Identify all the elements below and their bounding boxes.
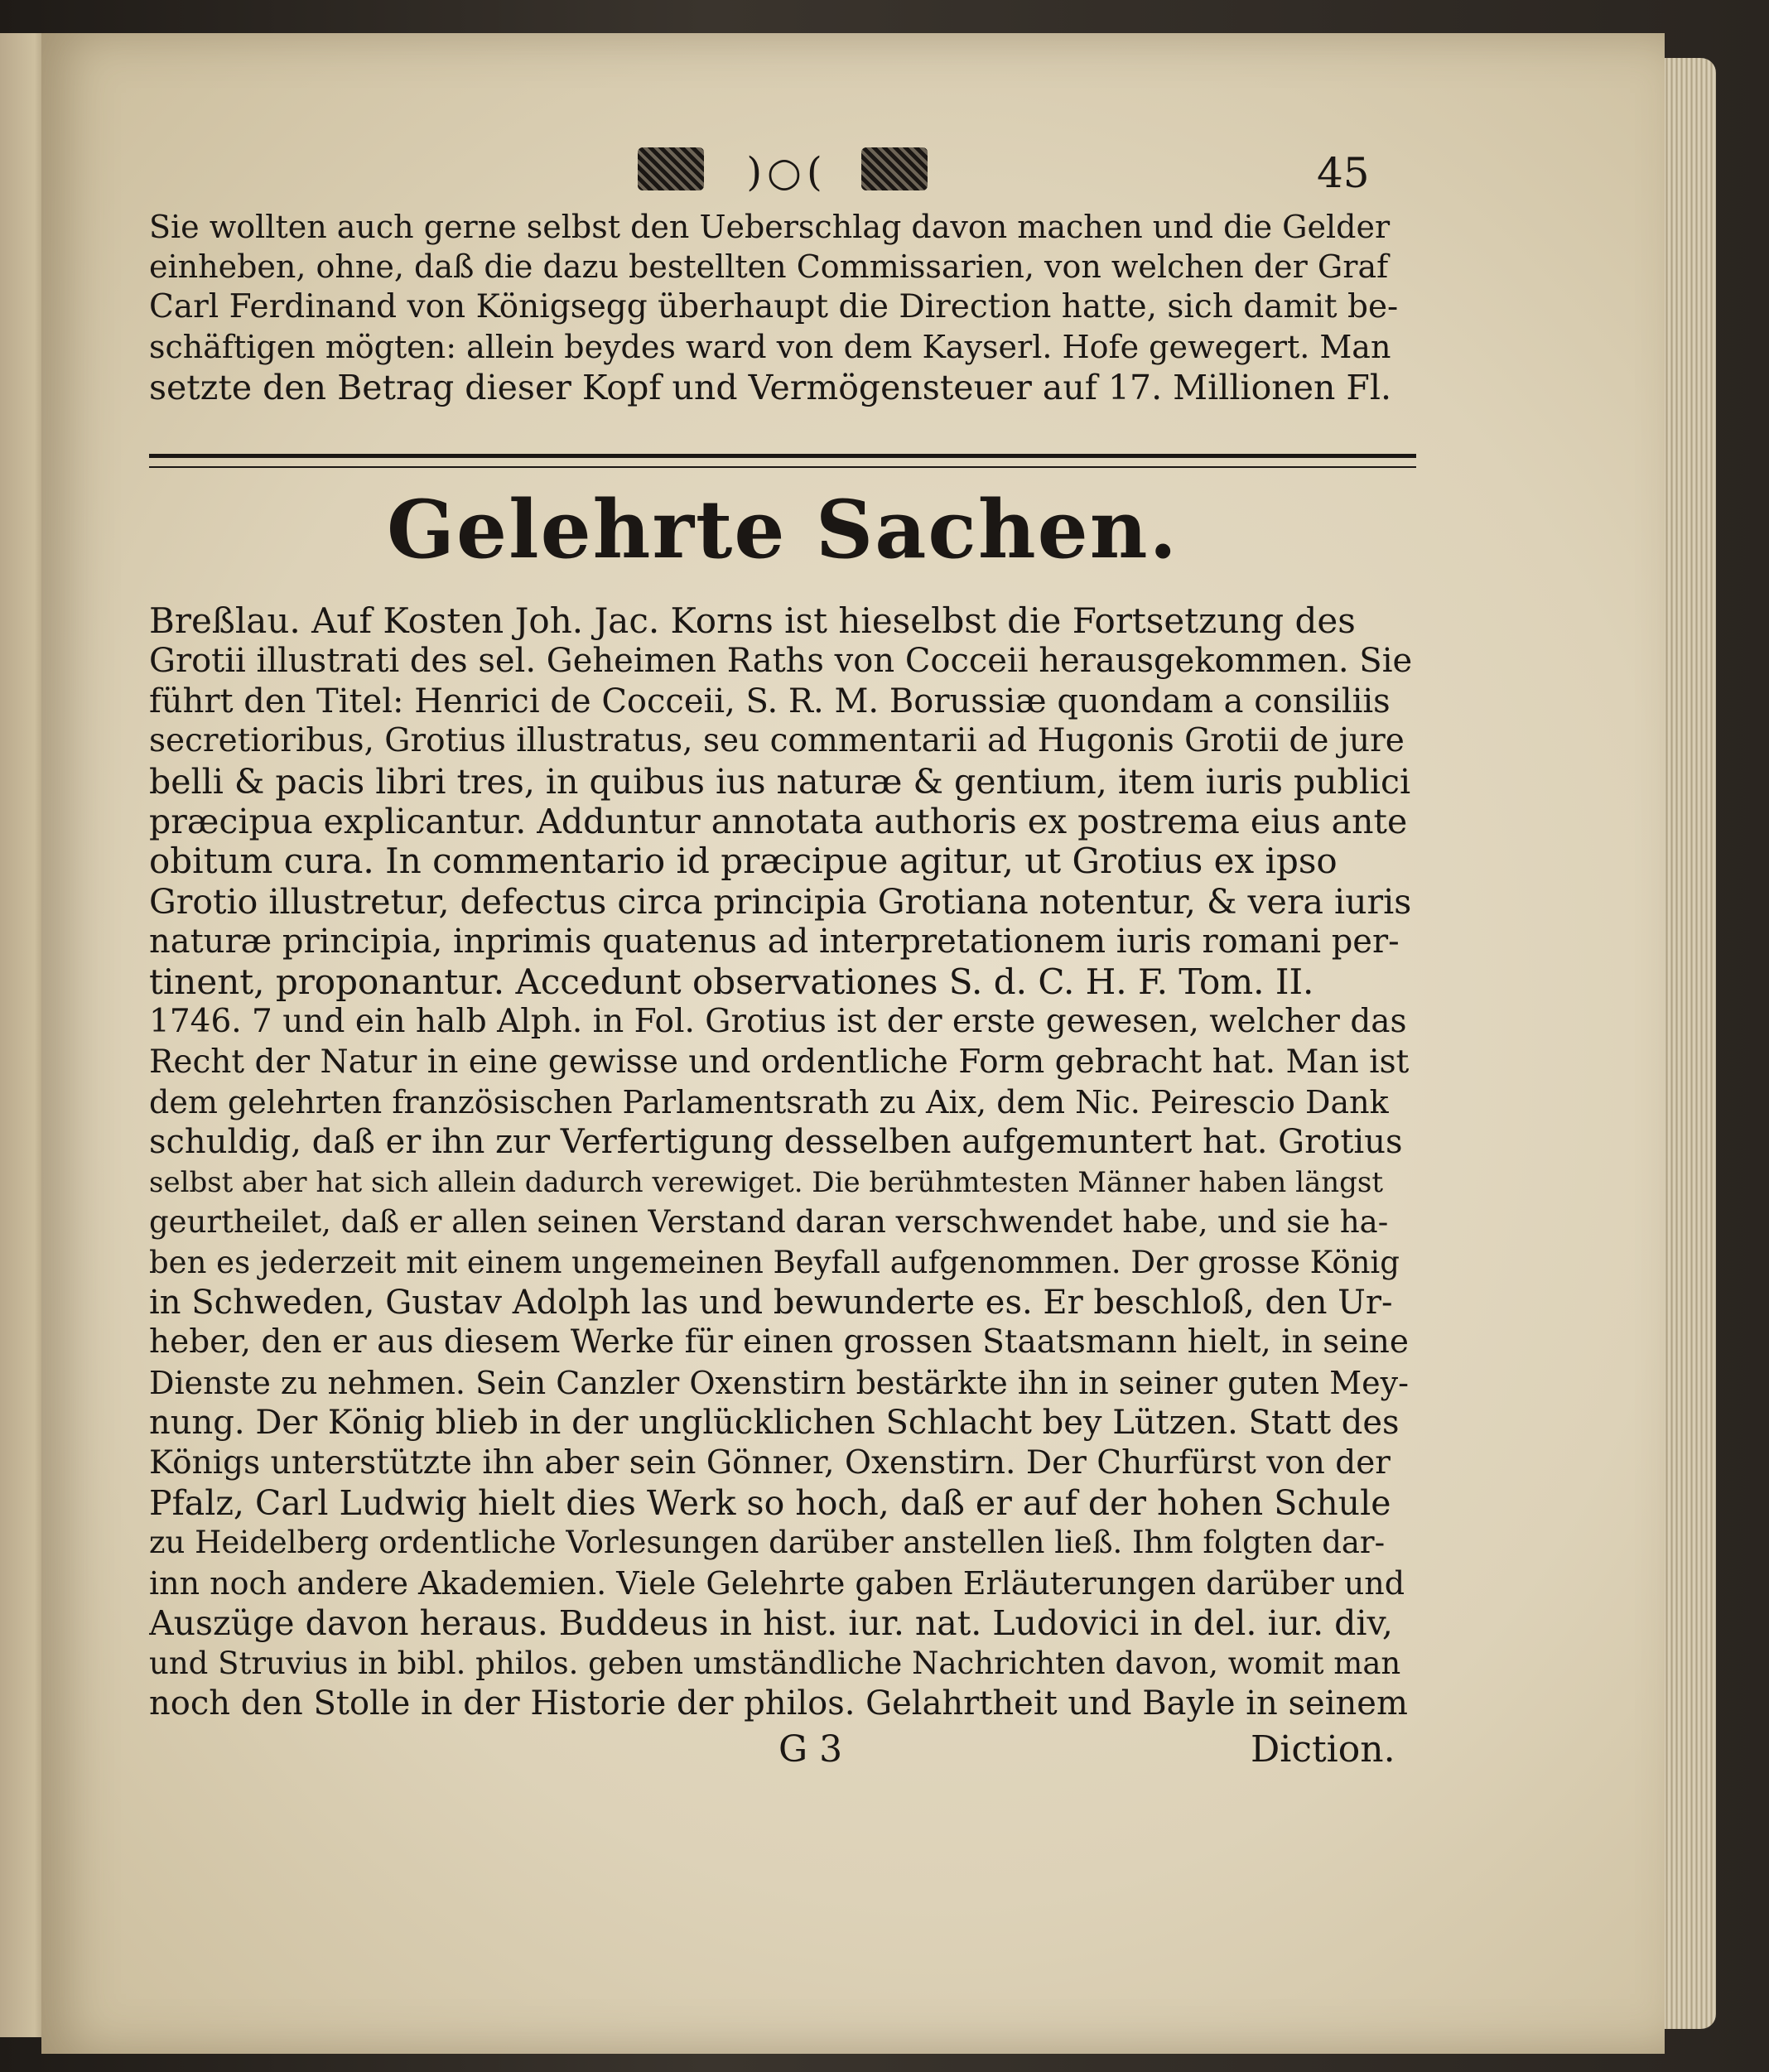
text-line: in Schweden, Gustav Adolph las und bewunderte es. Er beschloß, den Ur- [149,1283,1393,1322]
text-line: Recht der Natur in eine gewisse und ordentliche Form gebracht hat. Man ist [149,1043,1410,1081]
header-divider: )○( [746,149,827,195]
text-line: setzte den Betrag dieser Kopf und Vermögensteuer auf 17. Millionen Fl. [149,367,1391,407]
text-line: noch den Stolle in der Historie der philos. Gelahrtheit und Bayle in seinem [149,1684,1408,1723]
text-line: inn noch andere Akademien. Viele Gelehrte gaben Erläuterungen darüber und [149,1564,1405,1602]
text-line: tinent, proponantur. Accedunt observationes S. d. C. H. F. Tom. II. [149,961,1314,1002]
text-line: nung. Der König blieb in der unglücklichen Schlacht bey Lützen. Statt des [149,1404,1400,1443]
text-line: und Struvius in bibl. philos. geben umständliche Nachrichten davon, womit man [149,1645,1401,1681]
text-line: Grotii illustrati des sel. Geheimen Raths von Cocceii herausgekommen. Sie [149,642,1413,681]
page-number: 45 [1317,149,1370,197]
text-line: Carl Ferdinand von Königsegg überhaupt die Direction hatte, sich damit be- [149,287,1399,325]
text-line: Breßlau. Auf Kosten Joh. Jac. Korns ist hieselbst die Fortsetzung des [149,601,1356,642]
text-line: zu Heidelberg ordentliche Vorlesungen darüber anstellen ließ. Ihm folgten dar- [149,1525,1386,1561]
intro-paragraph [149,207,1416,407]
text-line: führt den Titel: Henrici de Cocceii, S. R. M. Borussiæ quondam a consiliis [149,682,1391,720]
text-line: schäftigen mögten: allein beydes ward von dem Kayserl. Hofe gewegert. Man [149,329,1391,366]
text-line: geurtheilet, daß er allen seinen Verstand daran verschwendet habe, und sie ha- [149,1204,1389,1241]
section-rule [149,454,1416,468]
text-line: heber, den er aus diesem Werke für einen grossen Staatsmann hielt, in seine [149,1323,1409,1361]
text-line: belli & pacis libri tres, in quibus ius naturæ & gentium, item iuris publici [149,761,1411,802]
right-ornament-icon [861,147,928,190]
text-line: secretioribus, Grotius illustratus, seu commentarii ad Hugonis Grotii de jure [149,722,1405,760]
signature-mark: G 3 [778,1728,843,1771]
text-line: præcipua explicantur. Adduntur annotata authoris ex postrema eius ante [149,802,1408,842]
section-heading: Gelehrte Sachen. [387,483,1179,577]
text-line: 1746. 7 und ein halb Alph. in Fol. Grotius ist der erste gewesen, welcher das [149,1003,1407,1041]
book-page [41,33,1665,2054]
text-line: Pfalz, Carl Ludwig hielt dies Werk so hoch, daß er auf der hohen Schule [149,1482,1391,1523]
text-line: Grotio illustretur, defectus circa principia Grotiana notentur, & vera iuris [149,881,1412,922]
page-footer [149,1728,1416,1778]
text-line: dem gelehrten französischen Parlamentsrath zu Aix, dem Nic. Peirescio Dank [149,1083,1389,1120]
text-line: Dienste zu nehmen. Sein Canzler Oxenstirn bestärkte ihn in seiner guten Mey- [149,1364,1409,1401]
text-line: ben es jederzeit mit einem ungemeinen Beyfall aufgenommen. Der grosse König [149,1244,1400,1280]
running-head [149,141,1416,207]
left-ornament-icon [638,147,704,190]
text-line: naturæ principia, inprimis quatenus ad interpretationem iuris romani per- [149,923,1400,961]
text-line: obitum cura. In commentario id præcipue agitur, ut Grotius ex ipso [149,841,1338,882]
text-line: selbst aber hat sich allein dadurch verewiget. Die berühmtesten Männer haben längst [149,1165,1384,1199]
body-paragraph [149,601,1416,1723]
catchword: Diction. [1251,1728,1395,1771]
page-content [149,141,1416,1778]
text-line: Königs unterstützte ihn aber sein Gönner, Oxenstirn. Der Churfürst von der [149,1443,1391,1482]
text-line: Auszüge davon heraus. Buddeus in hist. iur. nat. Ludovici in del. iur. div, [149,1603,1393,1644]
text-line: einheben, ohne, daß die dazu bestellten Commissarien, von welchen der Graf [149,248,1389,286]
text-line: Sie wollten auch gerne selbst den Ueberschlag davon machen und die Gelder [149,209,1391,245]
text-line: schuldig, daß er ihn zur Verfertigung desselben aufgemuntert hat. Grotius [149,1123,1403,1162]
